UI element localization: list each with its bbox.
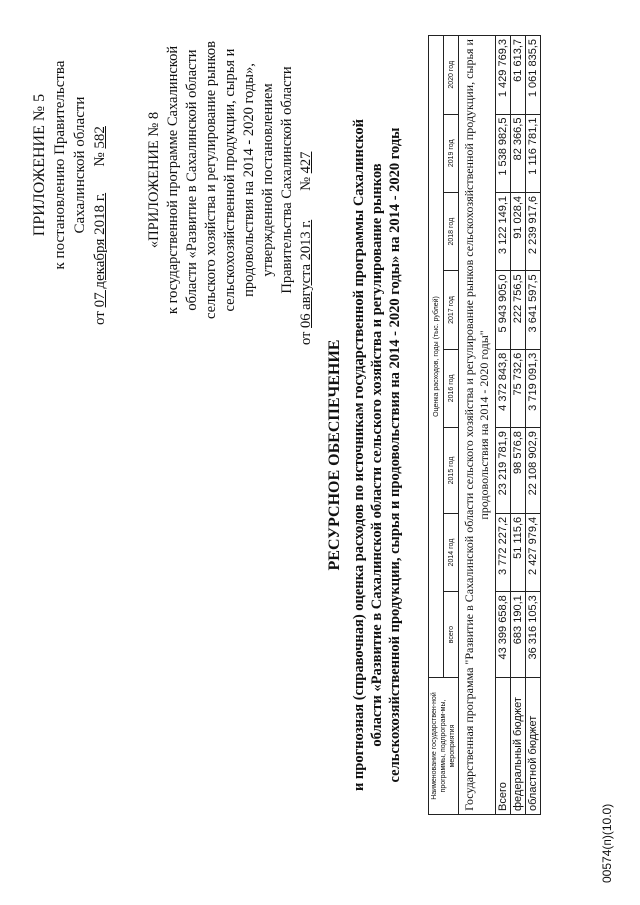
cell: 91 028,4 [511,192,526,270]
cell: 23 219 781,9 [496,428,511,514]
cell: 3 122 149,1 [496,192,511,270]
document-code: 00574(п)(10.0) [600,803,614,883]
appendix-8-line: области «Развитие в Сахалинской области [184,49,200,311]
cell: 3 772 227,2 [496,513,511,591]
cell: 36 316 105,3 [526,592,541,678]
cell: 1 061 835,5 [526,36,541,115]
document-heading [326,65,404,845]
cell: 5 943 905,0 [496,271,511,349]
cell: 61 613,7 [511,36,526,115]
row-name: федеральный бюджет [511,678,526,815]
program-title: Государственная программа "Развитие в Сахалинской области сельского хозяйства и регулирование рынков сельскохозяйственной продукции, сырья и продовольствия на 2014 - 2020 годы" [459,36,496,815]
cell: 222 756,5 [511,271,526,349]
heading-line: области «Развитие в Сахалинской области сельского хозяйства и регулирование рынков [369,163,385,747]
appendix-8-title: «ПРИЛОЖЕНИЕ № 8 [146,111,162,249]
cell: 4 372 843,8 [496,349,511,427]
col-header: 2019 год [444,114,459,192]
cell: 98 576,8 [511,428,526,514]
appendix-5-date-line [90,5,110,325]
row-name: Всего [496,678,511,815]
table-row [526,36,541,815]
col-header: 2017 год [444,271,459,349]
col-header: 2014 год [444,513,459,591]
heading-line: сельскохозяйственной продукции, сырья и продовольствия на 2014 - 2020 годы» на 2014 - 2020 годы [387,127,403,783]
cell: 1 116 781,1 [526,114,541,192]
appendix-5-date: 07 декабря 2018 г. [92,192,108,308]
appendix-5-block [30,5,110,325]
appendix-8-line: сельскохозяйственной продукции, сырья и [222,48,238,312]
appendix-8-number: 427 [298,151,314,174]
appendix-5-line1: к постановлению Правительства [52,60,68,270]
col-header: всего [444,592,459,678]
cell: 683 190,1 [511,592,526,678]
cell: 3 641 597,5 [526,271,541,349]
table-row [511,36,526,815]
appendix-5-title: ПРИЛОЖЕНИЕ № 5 [31,93,48,237]
cell: 1 429 769,3 [496,36,511,115]
cell: 22 108 902,9 [526,428,541,514]
group-header: Оценка расходов, годы (тыс. рублей) [429,36,444,678]
appendix-5-number: 582 [92,126,108,149]
appendix-8-date: 06 августа 2013 г. [298,219,314,328]
col-name-header: Наименование государствен-ной программы, подпрограм-мы, мероприятия [429,678,459,815]
row-name: областной бюджет [526,678,541,815]
cell: 75 732,6 [511,349,526,427]
appendix-5-line2: Сахалинской области [72,96,88,234]
appendix-8-block [145,15,316,345]
col-header: 2015 год [444,428,459,514]
col-header: 2016 год [444,349,459,427]
cell: 82 366,5 [511,114,526,192]
appendix-8-line: к государственной программе Сахалинской [165,45,181,315]
col-header: 2020 год [444,36,459,115]
cell: 2 239 917,6 [526,192,541,270]
appendix-8-date-line [297,15,316,345]
heading-line: и прогнозная (справочная) оценка расходов по источникам государственной программы Сахалинской [351,118,367,792]
appendix-8-line: Правительства Сахалинской области [279,66,295,294]
cell: 1 538 982,5 [496,114,511,192]
appendix-8-line: продовольствия на 2014 - 2020 годы», [241,63,257,297]
table-row [496,36,511,815]
cell: 3 719 091,3 [526,349,541,427]
number-prefix: № [298,176,314,191]
cell: 51 115,6 [511,513,526,591]
col-header: 2018 год [444,192,459,270]
heading-title: РЕСУРСНОЕ ОБЕСПЕЧЕНИЕ [326,339,343,571]
appendix-8-line: сельского хозяйства и регулирование рынков [203,41,219,319]
cell: 43 399 658,8 [496,592,511,678]
number-prefix: № [92,152,108,167]
date-prefix: от [92,311,108,325]
cell: 2 427 979,4 [526,513,541,591]
date-prefix: от [298,331,314,345]
resources-table [428,35,541,815]
appendix-8-line: утвержденной постановлением [260,83,276,277]
